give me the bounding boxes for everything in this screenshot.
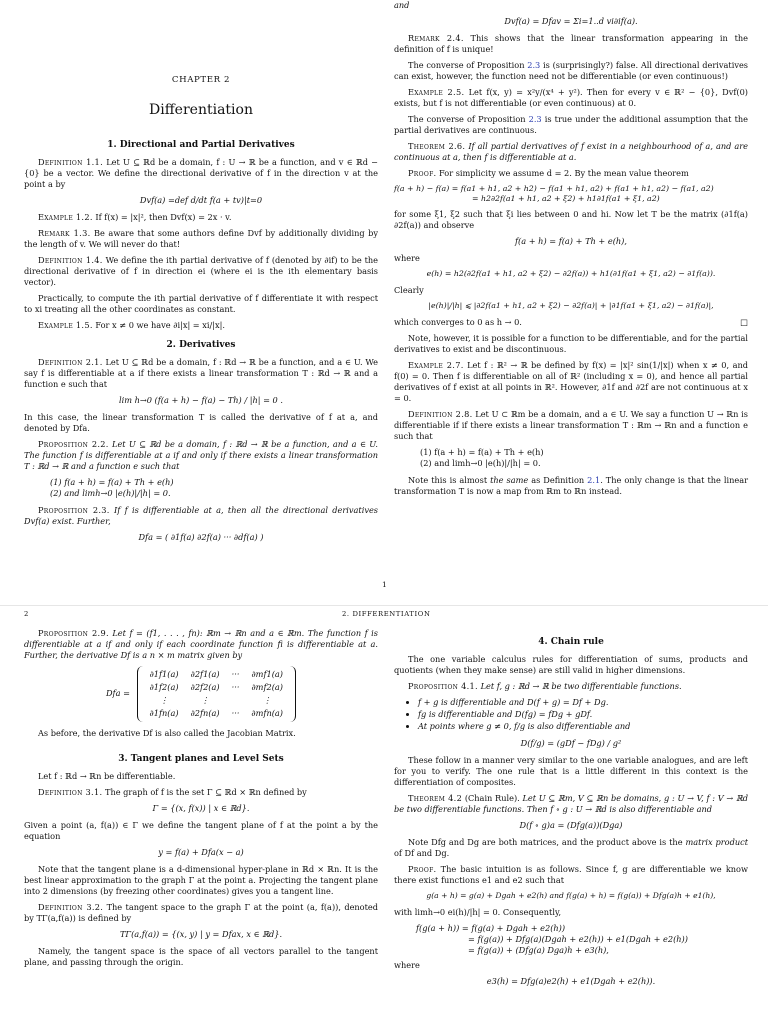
equation-derivative-limit: lim h→0 (f(a + h) − f(a) − Th) / |h| = 0 . <box>119 395 283 406</box>
tangent-space-note: Namely, the tangent space is the space of all vectors parallel to the tangent plane, and passing through the origin. <box>24 945 378 967</box>
list-item: • f + g is differentiable and D(f + g) = Df + Dg. <box>418 697 748 708</box>
equation-directional-sum: Dvf(a) = Dfav = Σi=1..d vi∂if(a). <box>504 15 638 26</box>
text-fragment: which converges to 0 as h → 0. <box>394 317 522 328</box>
matrix-product-note <box>394 837 748 859</box>
proof-with-limit: with limh→0 ei(h)/|h| = 0. Consequently, <box>394 906 562 917</box>
matrix-cell: ··· <box>231 681 240 692</box>
theorem-4-2 <box>394 793 748 815</box>
matrix-row <box>144 681 289 694</box>
definition-label: Definition 1.4. <box>38 255 103 266</box>
section-4-heading: 4. Chain rule <box>538 637 604 647</box>
condition-item: (2) and limh→0 |e(h)|/|h| = 0. <box>420 458 541 469</box>
page1-left-column <box>24 0 378 549</box>
example-text: For x ≠ 0 we have ∂i|x| = xi/|x|. <box>95 320 225 331</box>
example-label: Example 2.7. <box>408 360 464 371</box>
jacobian-matrix-equation <box>24 666 378 722</box>
remark-text: This shows that the linear transformation appearing in the definition of f is unique! <box>394 32 748 54</box>
matrix-lhs: Dfa = <box>105 688 130 699</box>
text-fragment: is true under the additional assumption that the partial derivatives are continuous. <box>394 113 748 135</box>
matrix-cell: ⋮ <box>201 694 210 705</box>
cross-reference-link[interactable]: 2.3 <box>527 59 541 70</box>
text-fragment: matrix product <box>685 836 748 847</box>
example-1-5 <box>24 320 378 331</box>
let-statement: Let f : ℝd → ℝn be differentiable. <box>38 770 176 781</box>
rules-follow-note: These follow in a manner very similar to the one variable analogues, and are left for you to verify. The one rule that is a little different in this context is the differentiation of composites. <box>394 754 748 787</box>
chapter-label: CHAPTER 2 <box>171 75 231 85</box>
text-fragment: Note Dfg and Dg are both matrices, and the product above is the <box>408 836 686 847</box>
text-fragment: of Df and Dg. <box>394 847 450 858</box>
list-item: • fg is differentiable and D(fg) = fDg + gDf. <box>418 709 748 720</box>
where-word: where <box>394 252 420 263</box>
proof-label: Proof. <box>408 863 437 874</box>
definition-text: Let U ⊂ ℝm be a domain, and a ∈ U. We say a function U → ℝn is differentiable if if there exists a linear transformation T : ℝm → ℝn and a function e such that <box>394 409 748 442</box>
cross-reference-link[interactable]: 2.1 <box>587 475 601 486</box>
chain-rule-intro: The one variable calculus rules for differentiation of sums, products and quotients (when they make sense) are still valid in higher dimensions. <box>394 654 748 676</box>
proposition-4-1 <box>394 681 748 692</box>
practical-note: Practically, to compute the ith partial derivative of f differentiate it with respect to xi treating all the other coordinates as constant. <box>24 293 378 315</box>
converse-false <box>394 60 748 82</box>
condition-item: (1) f(a + h) = f(a) + Th + e(h) <box>420 447 544 458</box>
definition-label: Definition 1.1. <box>38 157 103 168</box>
proposition-label: Proposition 2.2. <box>38 439 109 450</box>
equation-graph-set: Γ = {(x, f(x)) | x ∈ ℝd}. <box>152 802 250 813</box>
matrix-cell: ∂mf1(a) <box>251 668 283 679</box>
tangent-plane-note: Note that the tangent plane is a d-dimensional hyper-plane in ℝd × ℝn. It is the best linear approximation to the graph Γ at the point a. Projecting the tangent plane into 2 dimensions (by freezing other coordinates) gives you a tangent line. <box>24 863 378 896</box>
definition-label: Definition 3.2. <box>38 901 104 912</box>
page-number: 2 <box>24 610 29 618</box>
example-2-7 <box>394 360 748 404</box>
matrix-cell: ∂mf2(a) <box>251 681 283 692</box>
matrix-cell: ⋮ <box>263 694 272 705</box>
definition-text: The graph of f is the set Γ ⊆ ℝd × ℝn defined by <box>104 786 307 797</box>
proposition-text: If f is differentiable at a, then all the directional derivatives Dvf(a) exist. Further, <box>24 504 379 526</box>
matrix-cell: ⋮ <box>159 694 169 705</box>
remark-2-4 <box>394 33 748 55</box>
text-fragment: as Definition <box>528 475 588 486</box>
equation-composite-line2: = f(g(a)) + Dfg(a)(Dgah + e2(h)) + e1(Dgah + e2(h)) <box>468 933 688 944</box>
equation-chain-rule: D(f ∘ g)a = (Dfg(a))(Dga) <box>519 819 623 830</box>
matrix-cell: ∂mfn(a) <box>251 707 283 718</box>
proposition-label: Proposition 2.3. <box>38 504 110 515</box>
note-discontinuous: Note, however, it is possible for a function to be differentiable, and for the partial derivatives to exist and be discontinuous. <box>394 333 748 355</box>
and-word: and <box>394 0 410 10</box>
cross-reference-link[interactable]: 2.3 <box>528 113 542 124</box>
definition-text: The tangent space to the graph Γ at the point (a, f(a)), denoted by TΓ(a,f(a)) is defined by <box>24 901 378 923</box>
proposition-2-2-conditions <box>38 477 378 499</box>
equation-gradient-row: Dfa = ( ∂1f(a) ∂2f(a) ··· ∂df(a) ) <box>138 531 264 542</box>
theorem-2-6 <box>394 141 748 163</box>
jacobian-note: As before, the derivative Df is also called the Jacobian Matrix. <box>38 727 296 738</box>
theorem-label: Theorem 2.6. <box>408 140 466 151</box>
equation-linear-approx: f(a + h) = f(a) + Th + e(h), <box>515 235 627 246</box>
jacobian-matrix <box>137 666 296 722</box>
definition-label: Definition 2.1. <box>38 357 103 368</box>
note-same-definition <box>394 475 748 497</box>
example-text: Let f : ℝ² → ℝ be defined by f(x) = |x|² sin(1/|x|) when x ≠ 0, and f(0) = 0. Then f is differentiable on all of ℝ² (including x = 0), and hence all partial derivatives of f exist at all points in ℝ². However, ∂1f and ∂2f are not continuous at x = 0. <box>394 360 748 404</box>
proof-label: Proof. <box>408 167 437 178</box>
running-head: 2. DIFFERENTIATION <box>342 610 431 618</box>
proposition-2-2 <box>24 439 378 472</box>
equation-e3: e3(h) = Dfg(a)e2(h) + e1(Dgah + e2(h)). <box>486 975 656 986</box>
matrix-row <box>144 668 289 681</box>
definition-text: We define the ith partial derivative of f (denoted by ∂if) to be the directional derivative of f in direction ei (where ei is the ith elementary basis vector). <box>24 255 379 288</box>
equation-mvt-line2: = h2∂2f(a1 + h1, a2 + ξ2) + h1∂1f(a1 + ξ1, a2) <box>472 194 660 204</box>
definition-label: Definition 2.8. <box>408 409 473 420</box>
remark-label: Remark 2.4. <box>408 32 464 43</box>
proposition-text: Let f = (f1, . . . , fn): ℝm → ℝn and a ∈ ℝm. The function f is differentiable at a if and only if each coordinate function fi is differentiable at a. Further, the derivative Df is a n × m matrix given by <box>24 628 378 660</box>
equation-composite-line1: f(g(a + h)) = f(g(a) + Dgah + e2(h)) <box>416 922 566 933</box>
remark-1-3 <box>24 228 378 250</box>
equation-composite-line3: = f(g(a)) + (Dfg(a) Dga)h + e3(h), <box>468 944 609 955</box>
matrix-row <box>144 707 289 720</box>
page2-right-column <box>394 628 748 993</box>
equation-error-bound: |e(h)|/|h| ⩽ |∂2f(a1 + h1, a2 + ξ2) − ∂2f(a)| + |∂1f(a1 + ξ1, a2) − ∂1f(a)|, <box>428 301 714 311</box>
text-fragment: the same <box>490 475 529 486</box>
matrix-cell: ∂2f1(a) <box>190 668 220 679</box>
page2-left-column <box>24 628 378 973</box>
remark-text: Be aware that some authors define Dvf by additionally dividing by the length of v. We will never do that! <box>24 228 378 250</box>
example-label: Example 2.5. <box>408 86 465 97</box>
equation-directional-derivative: Dvf(a) =def d/dt f(a + tv)|t=0 <box>139 195 263 206</box>
proposition-4-1-list <box>408 697 748 732</box>
section-2-heading: 2. Derivatives <box>166 340 236 351</box>
where-word: where <box>394 959 420 970</box>
page-2 <box>0 605 768 1025</box>
condition-item: (1) f(a + h) = f(a) + Th + e(h) <box>50 477 174 488</box>
proof-text: For simplicity we assume d = 2. By the mean value theorem <box>439 167 689 178</box>
matrix-cell: ∂1f2(a) <box>149 681 179 692</box>
text-fragment: The converse of Proposition <box>408 113 529 124</box>
definition-1-4 <box>24 255 378 288</box>
matrix-cell: ∂1fn(a) <box>149 707 179 718</box>
text-fragment: . The only change is that the linear transformation T is now a map from ℝm to ℝn instead. <box>394 475 749 497</box>
text-fragment: Note this is almost <box>408 475 491 486</box>
theorem-name: (Chain Rule). <box>464 792 520 803</box>
definition-text: Let U ⊆ ℝd be a domain, f : ℝd → ℝ be a function, and a ∈ U. We say f is differentiable at a if there exists a linear transformation T : ℝd → ℝ and a function e such that <box>24 357 378 390</box>
equation-quotient-rule: D(f/g) = (gDf − fDg) / g² <box>520 737 622 748</box>
example-label: Example 1.5. <box>38 320 93 331</box>
condition-item: (2) and limh→0 |e(h)|/|h| = 0. <box>50 488 171 498</box>
proof-2-6 <box>394 168 748 179</box>
matrix-row <box>144 694 289 707</box>
proof-chain-rule <box>394 864 748 886</box>
chapter-title: Differentiation <box>149 101 253 118</box>
proof-continued: for some ξ1, ξ2 such that ξi lies between 0 and hi. Now let T be the matrix (∂1f(a) ∂2f(a)) and observe <box>394 208 748 230</box>
text-fragment: The converse of Proposition <box>408 59 528 70</box>
example-text: If f(x) = |x|², then Dvf(x) = 2x · v. <box>95 212 232 223</box>
remark-label: Remark 1.3. <box>38 228 91 239</box>
matrix-cell: ··· <box>231 707 240 718</box>
equation-error-term: e(h) = h2(∂2f(a1 + h1, a2 + ξ2) − ∂2f(a)) + h1(∂1f(a1 + ξ1, a2) − ∂1f(a)). <box>426 268 716 278</box>
page-number: 1 <box>382 580 387 589</box>
definition-2-8 <box>394 409 748 442</box>
equation-expansions: g(a + h) = g(a) + Dgah + e2(h) and f(g(a) + h) = f(g(a)) + Dfg(a)h + e1(h), <box>426 890 716 900</box>
derivative-definition-after: In this case, the linear transformation T is called the derivative of f at a, and denoted by Dfa. <box>24 412 378 434</box>
list-item: • At points where g ≠ 0, f/g is also differentiable and <box>418 721 748 732</box>
section-3-heading: 3. Tangent planes and Level Sets <box>118 753 284 764</box>
definition-text: Let U ⊆ ℝd be a domain, f : U → ℝ be a function, and v ∈ ℝd − {0} be a vector. We define the directional derivative of f in the direction v at the point a by <box>24 157 378 190</box>
clearly-word: Clearly <box>394 285 424 296</box>
page1-right-column <box>394 0 748 502</box>
matrix-cell <box>226 694 246 707</box>
proposition-2-3 <box>24 505 378 527</box>
definition-label: Definition 3.1. <box>38 786 103 797</box>
proof-conclusion <box>394 317 748 328</box>
definition-1-1 <box>24 157 378 190</box>
theorem-text: Let U ⊆ ℝm, V ⊆ ℝn be domains, g : U → V, f : V → ℝd be two differentiable functions. Then f ∘ g : U → ℝd is also differentiable and <box>394 792 748 814</box>
equation-tangent-plane: y = f(a) + Dfa(x − a) <box>158 846 244 857</box>
matrix-cell: ∂1f1(a) <box>149 668 179 679</box>
equation-tangent-space: TΓ(a,f(a)) = {(x, y) | y = Dfax, x ∈ ℝd}. <box>119 928 283 939</box>
matrix-cell: ∂2fn(a) <box>190 707 220 718</box>
proposition-2-9 <box>24 628 378 661</box>
proposition-text: Let f, g : ℝd → ℝ be two differentiable functions. <box>480 681 682 692</box>
converse-true <box>394 114 748 136</box>
example-1-2 <box>24 212 378 223</box>
proposition-label: Proposition 4.1. <box>408 681 478 692</box>
theorem-text: If all partial derivatives of f exist in a neighbourhood of a, and are continuous at a, then f is differentiable at a. <box>394 140 749 162</box>
text-fragment: is (surprisingly?) false. All directional derivatives can exist, however, the function need not be differentiable (or even continuous!) <box>394 59 749 81</box>
tangent-plane-definition: Given a point (a, f(a)) ∈ Γ we define the tangent plane of f at the point a by the equation <box>24 819 378 841</box>
proposition-label: Proposition 2.9. <box>38 628 109 638</box>
section-1-heading: 1. Directional and Partial Derivatives <box>107 140 295 151</box>
definition-3-2 <box>24 902 378 924</box>
definition-2-1 <box>24 357 378 390</box>
example-label: Example 1.2. <box>38 212 93 223</box>
qed-square-icon: □ <box>740 317 748 328</box>
theorem-label: Theorem 4.2 <box>408 792 463 803</box>
definition-2-8-conditions <box>408 447 748 469</box>
example-2-5 <box>394 87 748 109</box>
example-text: Let f(x, y) = x²y/(x⁴ + y²). Then for every v ∈ ℝ² − {0}, Dvf(0) exists, but f is not differentiable (or even continuous) at 0. <box>394 86 748 108</box>
proposition-text: Let U ⊆ ℝd be a domain, f : ℝd → ℝ be a function, and a ∈ U. The function f is differentiable at a if and only if there exists a linear transformation T : ℝd → ℝ and a function e such that <box>24 439 378 472</box>
definition-3-1 <box>24 787 378 798</box>
matrix-cell: ∂2f2(a) <box>190 681 220 692</box>
matrix-cell: ··· <box>231 668 240 679</box>
proof-text: The basic intuition is as follows. Since f, g are differentiable we know there exist functions e1 and e2 such that <box>394 863 748 885</box>
equation-mvt-line1: f(a + h) − f(a) = f(a1 + h1, a2 + h2) − f(a1 + h1, a2) + f(a1 + h1, a2) − f(a1, a2) <box>394 183 714 193</box>
